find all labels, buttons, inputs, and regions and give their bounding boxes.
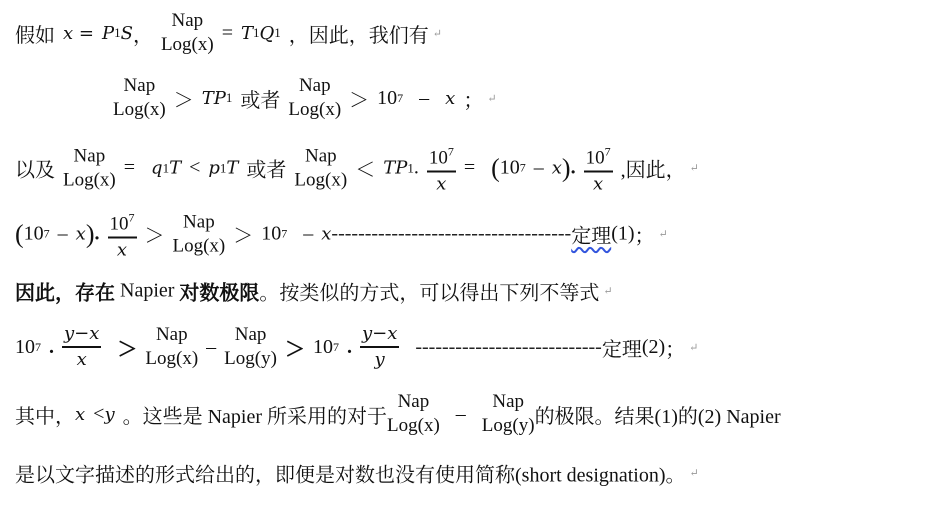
numerator: Nap bbox=[123, 75, 156, 96]
line-3 bbox=[15, 140, 699, 197]
semicolon: ； bbox=[463, 89, 484, 112]
paragraph-mark: ↵ bbox=[689, 162, 699, 175]
equals: = bbox=[463, 156, 476, 179]
equals: = bbox=[221, 21, 233, 44]
dot: . bbox=[413, 156, 419, 179]
denominator: Log(y) bbox=[481, 415, 535, 436]
numerator: Nap bbox=[234, 324, 267, 345]
minus: – bbox=[419, 86, 430, 109]
exponent: 7 bbox=[35, 339, 41, 354]
ten: 10 bbox=[312, 335, 333, 358]
numerator: y−x bbox=[62, 322, 101, 348]
denominator: y bbox=[374, 349, 385, 370]
text: 是以文字描述的形式给出的，即便是对数也没有使用简称(short designation)。 bbox=[15, 464, 686, 487]
line-2 bbox=[105, 74, 497, 122]
numerator: Nap bbox=[155, 324, 188, 345]
math-var: p bbox=[208, 157, 220, 179]
exponent: 7 bbox=[447, 144, 454, 159]
denominator: Log(x) bbox=[288, 99, 342, 120]
dot: . bbox=[94, 222, 100, 245]
subscript: 1 bbox=[114, 25, 121, 40]
line-8 bbox=[15, 459, 699, 488]
text: 。按类似的方式，可以得出下列不等式 bbox=[259, 282, 600, 305]
denominator: Log(x) bbox=[294, 169, 348, 190]
numerator: Nap bbox=[298, 75, 331, 96]
semicolon: ； bbox=[634, 225, 655, 248]
lt: ＜ bbox=[355, 159, 376, 182]
text: 的极限。结果(1)的(2) Napier bbox=[534, 405, 781, 428]
line-4 bbox=[15, 206, 668, 263]
paragraph-mark: ↵ bbox=[658, 228, 668, 241]
comma: ， bbox=[132, 24, 153, 47]
gt: ＞ bbox=[144, 225, 165, 248]
line-1 bbox=[15, 9, 442, 57]
ten: 10 bbox=[499, 156, 520, 179]
theorem-number: (2) bbox=[641, 335, 666, 358]
subscript: 1 bbox=[219, 160, 227, 175]
numerator: Nap bbox=[171, 10, 204, 31]
math-var: y bbox=[104, 403, 115, 425]
denominator: Log(x) bbox=[113, 99, 166, 120]
fraction bbox=[113, 74, 166, 122]
numerator: Nap bbox=[304, 145, 337, 166]
paragraph-mark: ↵ bbox=[487, 92, 497, 105]
paragraph-mark: ↵ bbox=[603, 285, 613, 298]
gt: ＞ bbox=[233, 225, 254, 248]
math-var: T bbox=[226, 157, 239, 179]
fraction bbox=[62, 322, 101, 372]
exponent: 7 bbox=[519, 160, 526, 175]
math-var: x bbox=[321, 223, 332, 245]
ten: 10 bbox=[15, 335, 35, 358]
math-var: T bbox=[169, 157, 182, 179]
semicolon: ； bbox=[665, 338, 686, 361]
denominator: x bbox=[116, 239, 128, 261]
line-5 bbox=[15, 277, 613, 306]
math-var: P bbox=[101, 22, 115, 44]
bold-text: 对数极限 bbox=[179, 282, 260, 305]
exponent: 7 bbox=[397, 90, 404, 105]
ten: 10 bbox=[23, 222, 44, 245]
subscript: 1 bbox=[225, 90, 233, 105]
lt: < bbox=[93, 402, 105, 425]
subscript: 1 bbox=[407, 160, 414, 175]
leader-dashes: ------------------------------------ bbox=[331, 222, 572, 245]
exponent: 7 bbox=[43, 226, 50, 241]
denominator: x bbox=[436, 173, 447, 195]
math-var: q bbox=[151, 157, 163, 179]
subscript: 1 bbox=[253, 25, 260, 40]
minus: – bbox=[455, 402, 466, 425]
fraction bbox=[145, 323, 198, 371]
fraction bbox=[584, 140, 613, 197]
denominator: Log(x) bbox=[160, 34, 214, 55]
math-x-eq: x = bbox=[63, 22, 94, 44]
math-var: TP bbox=[383, 157, 408, 179]
exponent: 7 bbox=[128, 210, 135, 225]
minus: – bbox=[57, 222, 68, 245]
line-7 bbox=[15, 390, 781, 438]
gt: ＞ bbox=[349, 89, 370, 112]
ten: 10 bbox=[585, 147, 605, 169]
fraction bbox=[288, 74, 341, 122]
ten: 10 bbox=[261, 222, 282, 245]
minus: – bbox=[303, 222, 314, 245]
denominator: Log(y) bbox=[224, 348, 277, 369]
minus: – bbox=[533, 156, 544, 179]
fraction bbox=[63, 144, 116, 192]
text: 。这些是 Napier 所采用的对于 bbox=[122, 405, 388, 428]
leader-dashes: ---------------------------- bbox=[415, 335, 602, 358]
ten: 10 bbox=[428, 147, 448, 169]
text: 或者 bbox=[246, 159, 287, 182]
numerator: y−x bbox=[360, 322, 399, 348]
fraction bbox=[173, 210, 226, 258]
paren: ( bbox=[15, 219, 24, 248]
numerator: Nap bbox=[73, 145, 106, 166]
denominator: Log(x) bbox=[145, 348, 199, 369]
paren: ) bbox=[85, 219, 95, 248]
denominator: x bbox=[76, 349, 87, 370]
numerator: Nap bbox=[492, 391, 524, 412]
paren: ( bbox=[491, 153, 500, 182]
math-var: TP bbox=[201, 87, 226, 109]
math-var: x bbox=[75, 223, 86, 245]
fraction bbox=[427, 140, 456, 197]
text: ,因此， bbox=[620, 159, 686, 182]
subscript: 1 bbox=[274, 25, 281, 40]
denominator: x bbox=[593, 173, 604, 195]
ten: 10 bbox=[109, 213, 129, 235]
theorem-label: 定理 bbox=[571, 225, 612, 248]
line-6 bbox=[15, 322, 698, 372]
dot: . bbox=[49, 335, 54, 358]
exponent: 7 bbox=[281, 226, 288, 241]
denominator: Log(x) bbox=[63, 169, 116, 190]
numerator bbox=[584, 140, 613, 173]
math-var: S bbox=[120, 22, 133, 44]
numerator bbox=[108, 206, 137, 239]
fraction bbox=[161, 9, 214, 57]
ten: 10 bbox=[377, 86, 398, 109]
bold-text: 因此，存在 bbox=[15, 282, 115, 305]
exponent: 7 bbox=[332, 339, 339, 354]
denominator: Log(x) bbox=[387, 415, 440, 436]
dot: . bbox=[570, 156, 576, 179]
paragraph-mark: ↵ bbox=[432, 27, 442, 40]
fraction bbox=[387, 390, 440, 438]
fraction bbox=[108, 206, 137, 263]
paren: ) bbox=[561, 153, 571, 182]
fraction bbox=[294, 144, 347, 192]
numerator: Nap bbox=[397, 391, 430, 412]
fraction bbox=[224, 323, 277, 371]
math-var: x bbox=[75, 403, 86, 425]
paragraph-mark: ↵ bbox=[689, 467, 699, 480]
minus: – bbox=[206, 335, 217, 358]
text: 其中， bbox=[15, 405, 75, 428]
fraction bbox=[482, 390, 535, 438]
math-var: Q bbox=[259, 22, 275, 44]
numerator bbox=[427, 140, 456, 173]
equals: = bbox=[123, 156, 136, 179]
dot: . bbox=[346, 335, 352, 358]
math-var: x bbox=[551, 157, 562, 179]
gt: ＞ bbox=[173, 89, 194, 112]
paragraph-mark: ↵ bbox=[689, 341, 699, 354]
gt: ＞ bbox=[117, 338, 138, 361]
lt: < bbox=[189, 156, 201, 179]
fraction bbox=[360, 322, 399, 372]
denominator: Log(x) bbox=[172, 235, 226, 256]
gt: ＞ bbox=[284, 338, 305, 361]
math-var: T bbox=[240, 22, 253, 44]
math-var: x bbox=[445, 87, 456, 109]
theorem-label: 定理 bbox=[601, 338, 642, 361]
text: 或者 bbox=[240, 89, 281, 112]
text: 以及 bbox=[15, 159, 55, 182]
text: ，因此，我们有 bbox=[288, 24, 429, 47]
exponent: 7 bbox=[604, 144, 611, 159]
text: Napier bbox=[120, 279, 175, 302]
numerator: Nap bbox=[183, 211, 215, 232]
subscript: 1 bbox=[162, 160, 170, 175]
text: 假如 bbox=[15, 24, 55, 47]
theorem-number: (1) bbox=[611, 222, 635, 245]
